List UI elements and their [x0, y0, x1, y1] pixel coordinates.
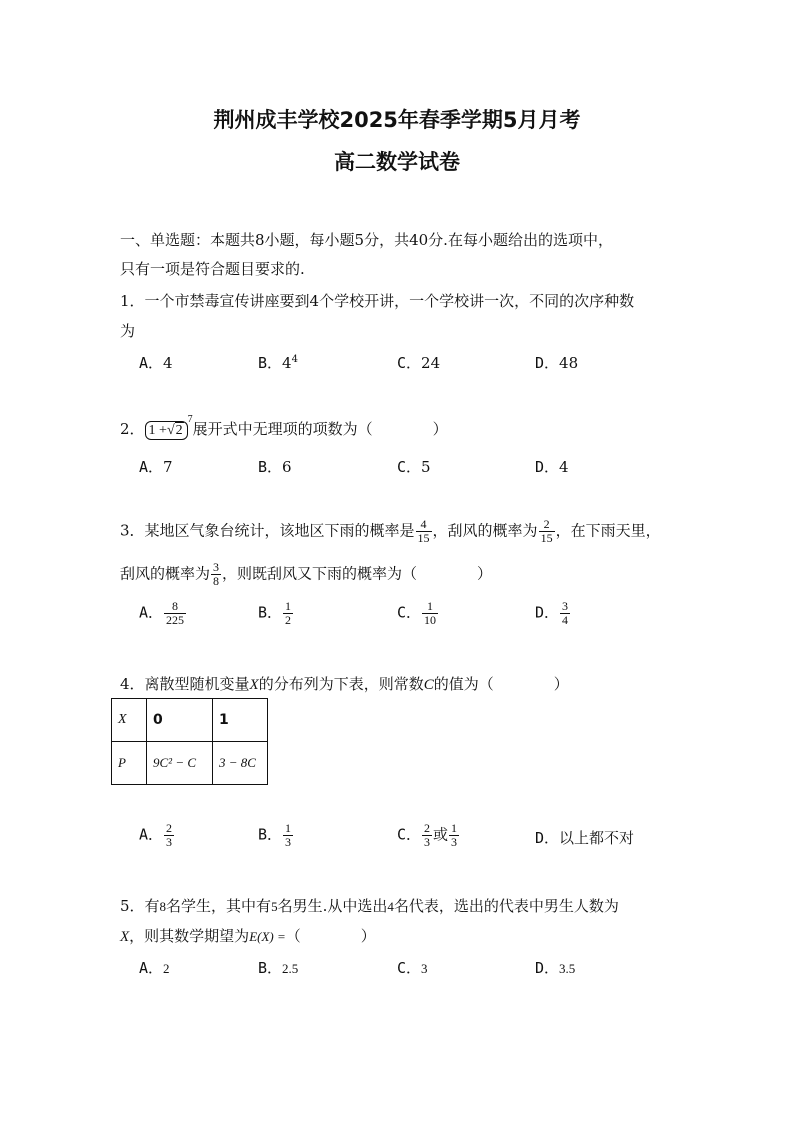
q2-option-d: D．4	[535, 458, 569, 476]
q5-option-c: C．3	[397, 959, 428, 977]
q5-option-a: A．2	[139, 959, 170, 977]
q4-distribution-table	[111, 698, 268, 785]
q3-stem-line2: 刮风的概率为 $\frac{3}{8}$ ，则既刮风又下雨的概率为（ ）	[120, 560, 493, 588]
table-cell: X	[112, 699, 147, 742]
exam-subtitle: 高二数学试卷	[334, 150, 460, 174]
q5-stem-line2: X，则其数学期望为E(X) =（ ）	[120, 927, 376, 945]
table-row	[112, 742, 268, 785]
table-cell: 1	[213, 699, 268, 742]
q2-option-b: B．6	[258, 458, 292, 476]
q5-option-b: B．2.5	[258, 959, 299, 977]
q3-option-c: C． $\frac{1}{10}$	[397, 599, 437, 627]
q3-stem-line1: 3．某地区气象台统计，该地区下雨的概率是 $\frac{4}{15}$ ，刮风的概率为 $\frac{2}{15}$ ，在下雨天里，	[120, 517, 661, 545]
q5-option-d: D．3.5	[535, 959, 576, 977]
exam-title: 荆州成丰学校2025年春季学期5月月考	[213, 108, 581, 132]
table-row	[112, 699, 268, 742]
q1-stem-line2: 为	[120, 322, 136, 340]
q2-option-a: A．7	[139, 458, 173, 476]
section-intro-line1: 一、单选题：本题共8小题，每小题5分，共40分.在每小题给出的选项中，	[120, 231, 613, 249]
q1-option-c: C．24	[397, 354, 441, 372]
table-cell: 9C² − C	[147, 742, 213, 785]
q4-option-b: B． $\frac{1}{3}$	[258, 821, 292, 849]
q4-option-d: D．以上都不对	[535, 829, 635, 847]
q1-option-a: A．4	[139, 354, 173, 372]
section-intro-line2: 只有一项是符合题目要求的.	[120, 260, 305, 278]
q1-option-d: D．48	[535, 354, 579, 372]
q5-stem-line1: 5．有8名学生，其中有5名男生.从中选出4名代表，选出的代表中男生人数为	[120, 897, 619, 915]
q4-option-a: A． $\frac{2}{3}$	[139, 821, 173, 849]
q4-stem: 4．离散型随机变量X的分布列为下表，则常数C的值为（ ）	[120, 675, 569, 693]
table-cell: 3 − 8C	[213, 742, 268, 785]
q1-stem-line1: 1．一个市禁毒宣传讲座要到4个学校开讲，一个学校讲一次，不同的次序种数	[120, 292, 635, 310]
q1-option-b: B．$4^4$	[258, 354, 298, 372]
q3-fraction-rain: $\frac{4}{15}$	[417, 517, 430, 545]
q3-fraction-wind: $\frac{2}{15}$	[540, 517, 553, 545]
q4-option-c: C． $\frac{2}{3}$ 或 $\frac{1}{3}$	[397, 821, 458, 849]
q3-option-a: A． $\frac{8}{225}$	[139, 599, 185, 627]
table-cell: 0	[147, 699, 213, 742]
q3-option-d: D． $\frac{3}{4}$	[535, 599, 569, 627]
q2-stem: 2． $1 +√2^7$展开式中无理项的项数为（ ）	[120, 414, 448, 438]
q2-binomial-expression: 1 +√2	[145, 421, 188, 440]
table-cell: P	[112, 742, 147, 785]
q3-fraction-conditional: $\frac{3}{8}$	[213, 560, 220, 588]
q2-option-c: C．5	[397, 458, 431, 476]
q3-option-b: B． $\frac{1}{2}$	[258, 599, 292, 627]
